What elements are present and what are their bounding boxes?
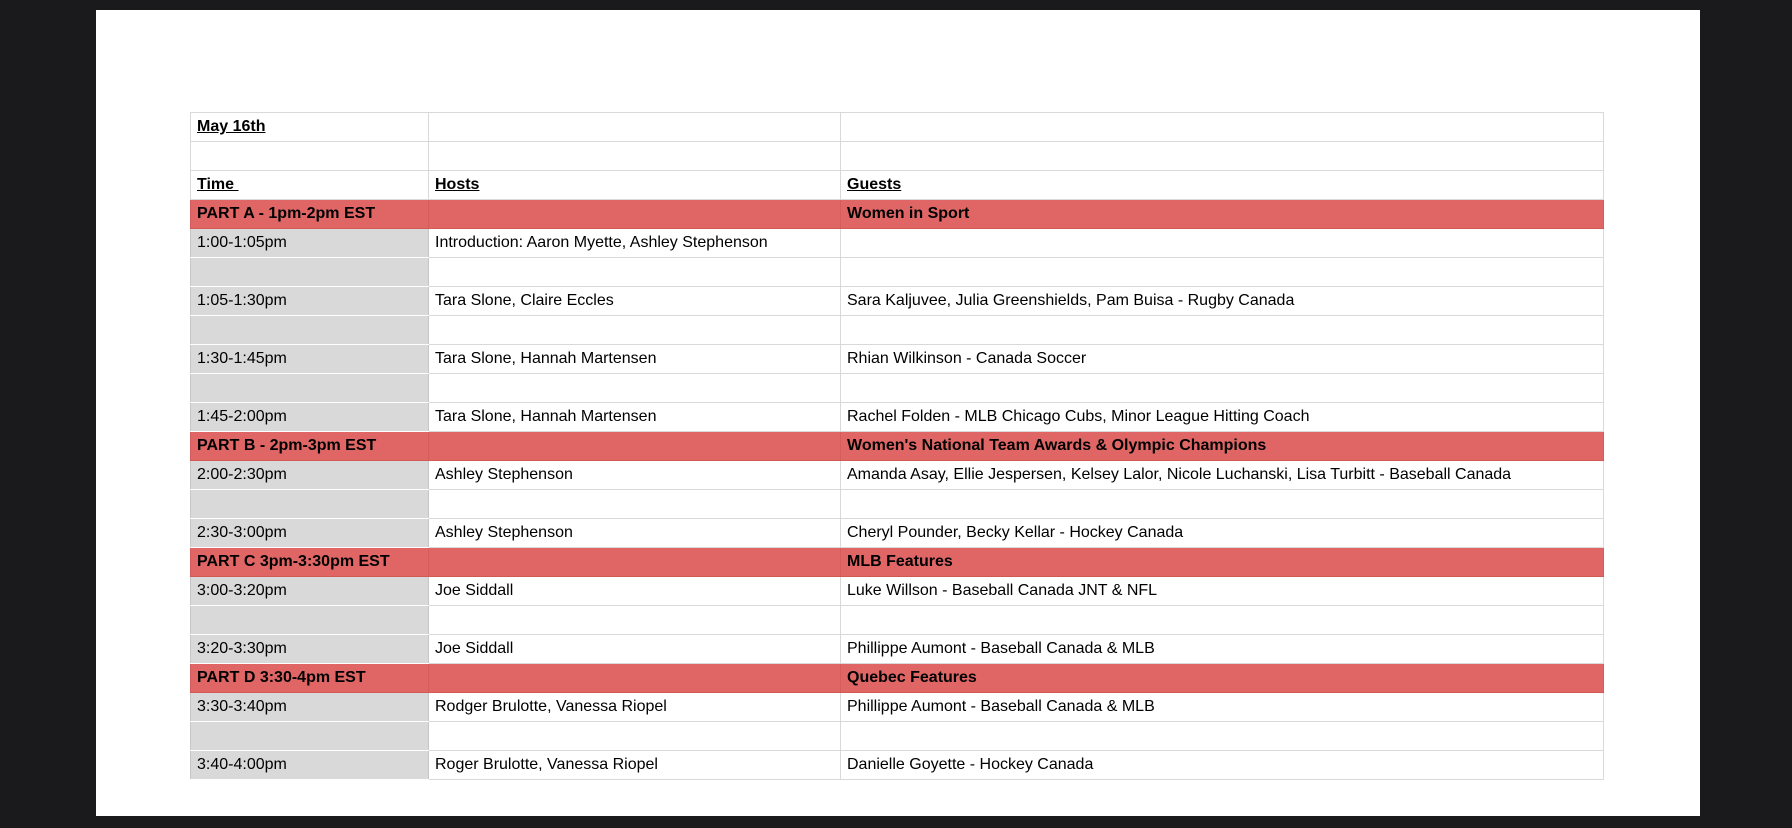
hosts-cell[interactable]: [429, 316, 841, 345]
time-cell[interactable]: [191, 316, 429, 345]
hosts-cell[interactable]: [429, 258, 841, 287]
hosts-cell[interactable]: Ashley Stephenson: [429, 519, 841, 548]
guests-cell[interactable]: MLB Features: [841, 548, 1604, 577]
schedule-table-body: [191, 113, 1604, 780]
spacer-row: [191, 374, 1604, 403]
hosts-cell[interactable]: [429, 722, 841, 751]
section-row: [191, 200, 1604, 229]
data-row: [191, 635, 1604, 664]
guests-cell[interactable]: Danielle Goyette - Hockey Canada: [841, 751, 1604, 780]
time-cell[interactable]: [191, 142, 429, 171]
time-cell[interactable]: PART C 3pm-3:30pm EST: [191, 548, 429, 577]
data-row: [191, 519, 1604, 548]
guests-cell[interactable]: [841, 606, 1604, 635]
guests-cell[interactable]: Women's National Team Awards & Olympic Champions: [841, 432, 1604, 461]
document-page: [96, 10, 1700, 816]
hosts-cell[interactable]: Ashley Stephenson: [429, 461, 841, 490]
data-row: [191, 461, 1604, 490]
time-cell[interactable]: 1:45-2:00pm: [191, 403, 429, 432]
guests-cell[interactable]: Rachel Folden - MLB Chicago Cubs, Minor League Hitting Coach: [841, 403, 1604, 432]
guests-cell[interactable]: Luke Willson - Baseball Canada JNT & NFL: [841, 577, 1604, 606]
time-cell[interactable]: [191, 258, 429, 287]
spacer-row: [191, 316, 1604, 345]
title-row: [191, 113, 1604, 142]
data-row: [191, 693, 1604, 722]
hosts-cell[interactable]: [429, 606, 841, 635]
time-cell[interactable]: PART A - 1pm-2pm EST: [191, 200, 429, 229]
hosts-cell[interactable]: Tara Slone, Claire Eccles: [429, 287, 841, 316]
data-row: [191, 287, 1604, 316]
guests-cell[interactable]: [841, 374, 1604, 403]
hosts-cell[interactable]: [429, 548, 841, 577]
time-cell[interactable]: 3:30-3:40pm: [191, 693, 429, 722]
guests-cell[interactable]: Sara Kaljuvee, Julia Greenshields, Pam Buisa - Rugby Canada: [841, 287, 1604, 316]
data-row: [191, 751, 1604, 780]
time-cell[interactable]: [191, 490, 429, 519]
spacer-row: [191, 722, 1604, 751]
hosts-cell[interactable]: Rodger Brulotte, Vanessa Riopel: [429, 693, 841, 722]
guests-cell[interactable]: Phillippe Aumont - Baseball Canada & MLB: [841, 635, 1604, 664]
hosts-cell[interactable]: [429, 374, 841, 403]
section-row: [191, 432, 1604, 461]
hosts-cell[interactable]: [429, 142, 841, 171]
hosts-cell[interactable]: [429, 200, 841, 229]
hosts-cell[interactable]: [429, 490, 841, 519]
hosts-cell[interactable]: [429, 113, 841, 142]
time-cell[interactable]: 1:30-1:45pm: [191, 345, 429, 374]
time-cell[interactable]: 1:00-1:05pm: [191, 229, 429, 258]
blank-row: [191, 142, 1604, 171]
time-cell[interactable]: [191, 722, 429, 751]
hosts-cell[interactable]: [429, 432, 841, 461]
time-cell[interactable]: May 16th: [191, 113, 429, 142]
hosts-cell[interactable]: [429, 664, 841, 693]
guests-cell[interactable]: [841, 490, 1604, 519]
guests-cell[interactable]: [841, 229, 1604, 258]
hosts-cell[interactable]: Hosts: [429, 171, 841, 200]
schedule-table: [190, 112, 1604, 780]
time-cell[interactable]: PART B - 2pm-3pm EST: [191, 432, 429, 461]
guests-cell[interactable]: [841, 722, 1604, 751]
hosts-cell[interactable]: Tara Slone, Hannah Martensen: [429, 403, 841, 432]
time-cell[interactable]: [191, 374, 429, 403]
time-cell[interactable]: 2:00-2:30pm: [191, 461, 429, 490]
time-cell[interactable]: 1:05-1:30pm: [191, 287, 429, 316]
section-row: [191, 548, 1604, 577]
time-cell[interactable]: 2:30-3:00pm: [191, 519, 429, 548]
guests-cell[interactable]: Women in Sport: [841, 200, 1604, 229]
guests-cell[interactable]: [841, 258, 1604, 287]
time-cell[interactable]: 3:40-4:00pm: [191, 751, 429, 780]
guests-cell[interactable]: Amanda Asay, Ellie Jespersen, Kelsey Lalor, Nicole Luchanski, Lisa Turbitt - Baseball Canada: [841, 461, 1604, 490]
time-cell[interactable]: PART D 3:30-4pm EST: [191, 664, 429, 693]
hosts-cell[interactable]: Joe Siddall: [429, 577, 841, 606]
time-cell[interactable]: 3:20-3:30pm: [191, 635, 429, 664]
guests-cell[interactable]: Guests: [841, 171, 1604, 200]
data-row: [191, 345, 1604, 374]
header-row: [191, 171, 1604, 200]
time-cell[interactable]: [191, 606, 429, 635]
time-cell[interactable]: 3:00-3:20pm: [191, 577, 429, 606]
spacer-row: [191, 490, 1604, 519]
data-row: [191, 577, 1604, 606]
section-row: [191, 664, 1604, 693]
time-cell[interactable]: Time: [191, 171, 429, 200]
guests-cell[interactable]: [841, 113, 1604, 142]
spacer-row: [191, 606, 1604, 635]
guests-cell[interactable]: Phillippe Aumont - Baseball Canada & MLB: [841, 693, 1604, 722]
data-row: [191, 403, 1604, 432]
spacer-row: [191, 258, 1604, 287]
hosts-cell[interactable]: Roger Brulotte, Vanessa Riopel: [429, 751, 841, 780]
guests-cell[interactable]: [841, 142, 1604, 171]
guests-cell[interactable]: Quebec Features: [841, 664, 1604, 693]
hosts-cell[interactable]: Introduction: Aaron Myette, Ashley Stephenson: [429, 229, 841, 258]
guests-cell[interactable]: Cheryl Pounder, Becky Kellar - Hockey Canada: [841, 519, 1604, 548]
guests-cell[interactable]: Rhian Wilkinson - Canada Soccer: [841, 345, 1604, 374]
data-row: [191, 229, 1604, 258]
hosts-cell[interactable]: Tara Slone, Hannah Martensen: [429, 345, 841, 374]
hosts-cell[interactable]: Joe Siddall: [429, 635, 841, 664]
guests-cell[interactable]: [841, 316, 1604, 345]
